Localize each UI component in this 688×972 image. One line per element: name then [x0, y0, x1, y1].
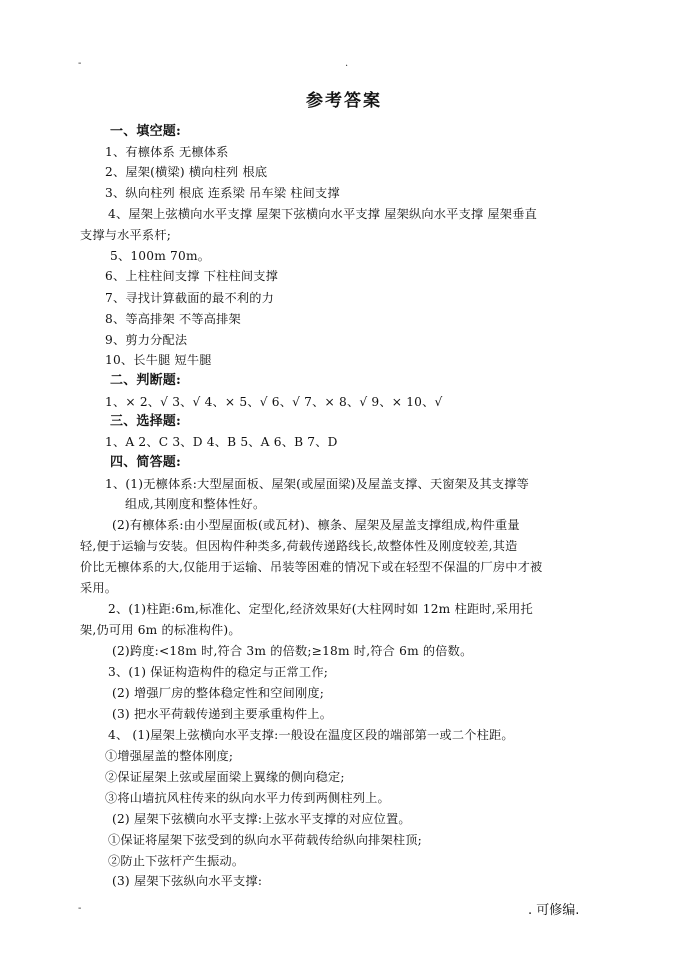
answer-line: 1、× 2、√ 3、√ 4、× 5、√ 6、√ 7、× 8、√ 9、× 10、√	[105, 395, 443, 409]
footer-editable-note: . 可修编.	[528, 903, 580, 918]
answer-line: 10、长牛腿 短牛腿	[105, 353, 212, 367]
answer-line: 1、(1)无檩体系:大型屋面板、屋架(或屋面梁)及屋盖支撑、天窗架及其支撑等	[105, 477, 530, 491]
footer-mark-left: -	[78, 903, 82, 914]
answer-line: ①保证将屋架下弦受到的纵向水平荷载传给纵向排架柱顶;	[108, 833, 422, 847]
answer-line: ①增强屋盖的整体刚度;	[105, 749, 234, 763]
page-title: 参考答案	[306, 91, 382, 111]
answer-line: (2)有檩体系:由小型屋面板(或瓦材)、檩条、屋架及屋盖支撑组成,构件重量	[112, 518, 520, 532]
section-heading-fill-blank: 一、填空题:	[110, 124, 181, 139]
answer-line: 2、屋架(横梁) 横向柱列 根底	[105, 165, 268, 179]
answer-line: 采用。	[80, 581, 118, 595]
answer-line: (2) 增强厂房的整体稳定性和空间刚度;	[112, 686, 325, 700]
section-heading-true-false: 二、判断题:	[110, 373, 181, 388]
answer-line: ②保证屋架上弦或屋面梁上翼缘的侧向稳定;	[105, 770, 345, 784]
answer-line: 3、(1) 保证构造构件的稳定与正常工作;	[108, 665, 329, 679]
answer-line: (2) 屋架下弦横向水平支撑:上弦水平支撑的对应位置。	[112, 812, 411, 826]
answer-line: 组成,其刚度和整体性好。	[125, 497, 266, 511]
answer-line: 1、有檩体系 无檩体系	[105, 145, 229, 159]
answer-line: (3) 把水平荷载传递到主要承重构件上。	[112, 707, 333, 721]
answer-line: 4、 (1)屋架上弦横向水平支撑:一般设在温度区段的端部第一或二个柱距。	[108, 728, 514, 742]
answer-line: 5、100m 70m。	[110, 249, 211, 263]
answer-line: 4、屋架上弦横向水平支撑 屋架下弦横向水平支撑 屋架纵向水平支撑 屋架垂直	[108, 207, 537, 221]
answer-line: ③将山墙抗风柱传来的纵向水平力传到两侧柱列上。	[105, 791, 390, 805]
answer-line: 9、剪力分配法	[105, 333, 188, 347]
answer-line: 轻,便于运输与安装。但因构件种类多,荷载传递路线长,故整体性及刚度较差,其造	[80, 539, 518, 553]
answer-line: 1、A 2、C 3、D 4、B 5、A 6、B 7、D	[105, 435, 338, 449]
answer-line: 2、(1)柱距:6m,标准化、定型化,经济效果好(大柱网时如 12m 柱距时,采用托	[108, 602, 533, 616]
header-mark-left: -	[78, 58, 82, 69]
section-heading-choice: 三、选择题:	[110, 414, 181, 429]
answer-line: (3) 屋架下弦纵向水平支撑:	[112, 874, 263, 888]
answer-line: 架,仍可用 6m 的标准构件)。	[80, 623, 241, 637]
answer-line: 6、上柱柱间支撑 下柱柱间支撑	[105, 269, 279, 283]
answer-line: (2)跨度:<18m 时,符合 3m 的倍数;≥18m 时,符合 6m 的倍数。	[112, 644, 473, 658]
answer-line: 7、寻找计算截面的最不利的力	[105, 291, 274, 305]
header-mark-right: .	[345, 58, 349, 69]
section-heading-short-answer: 四、简答题:	[110, 455, 181, 470]
answer-line: 价比无檩体系的大,仅能用于运输、吊装等困难的情况下或在轻型不保温的厂房中才被	[80, 560, 543, 574]
answer-line: 3、纵向柱列 根底 连系梁 吊车梁 柱间支撑	[105, 186, 340, 200]
answer-line: ②防止下弦杆产生振动。	[108, 854, 245, 868]
answer-line: 支撑与水平系杆;	[80, 228, 172, 242]
answer-line: 8、等高排架 不等高排架	[105, 312, 241, 326]
